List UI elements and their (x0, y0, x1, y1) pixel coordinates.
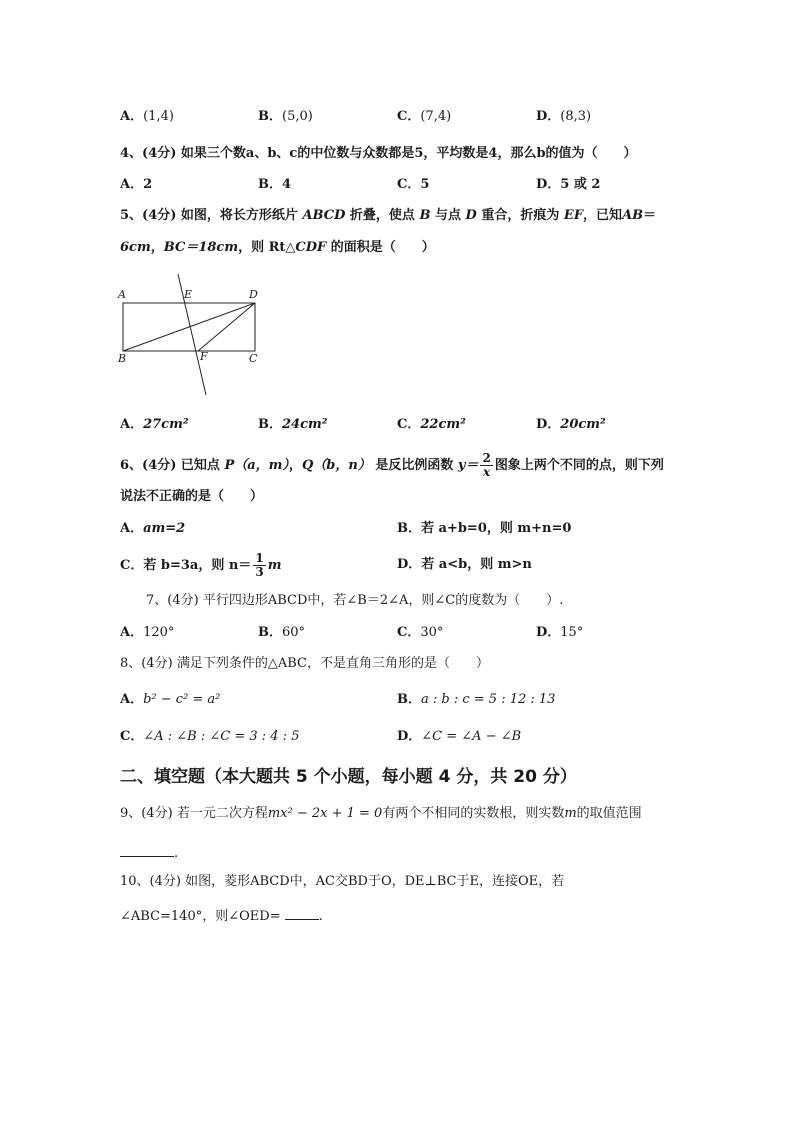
segment-df (198, 303, 255, 351)
option-label: C． (120, 558, 144, 573)
option-value: (7,4) (420, 109, 452, 124)
q4-stem: 4、(4分) 如果三个数a、b、c的中位数与众数都是5，平均数是4，那么b的值为（ ） (120, 146, 637, 161)
q10-stem-line2 (120, 905, 323, 926)
option-label: C． (397, 417, 421, 432)
q7-option-a (120, 624, 174, 642)
text: 重合，折痕为 (481, 208, 560, 223)
text: 的面积是（ ） (326, 240, 435, 255)
q8-option-d (397, 728, 521, 746)
option-value: 5 (420, 177, 430, 192)
option-label: D． (536, 109, 561, 124)
label-b: B (118, 352, 127, 365)
q7-stem: 7、(4分) 平行四边形ABCD中，若∠B＝2∠A，则∠C的度数为（ ）. (146, 593, 564, 608)
q3-option-b (258, 108, 313, 126)
text: 是反比例函数 (375, 458, 454, 473)
option-label: A． (120, 625, 144, 640)
option-value: a : b : c = 5 : 12 : 13 (421, 692, 556, 707)
option-label: D． (397, 729, 422, 744)
text: Q（b，n） (301, 458, 371, 473)
label-e: E (184, 288, 193, 301)
q8-option-a (120, 691, 220, 709)
q5-option-d (536, 416, 606, 434)
option-value: am=2 (143, 521, 186, 536)
q6-option-a (120, 520, 185, 538)
option-label: B． (258, 177, 282, 192)
fraction-1-over-3 (253, 552, 265, 579)
q4-option-d (536, 176, 600, 194)
option-label: D． (397, 557, 422, 572)
q5-option-a (120, 416, 189, 434)
text: ∠ABC=140°，则∠OED= (120, 909, 281, 924)
q4-option-c (397, 176, 429, 194)
q8-option-c (120, 728, 299, 746)
option-value: b² − c² = a² (143, 692, 221, 707)
denominator: 3 (255, 565, 264, 579)
option-value: 5 或 2 (560, 177, 601, 192)
text: 6cm (120, 240, 151, 255)
denominator: x (483, 465, 491, 479)
option-value: 2 (143, 177, 153, 192)
text: ，则 Rt△ (238, 240, 296, 255)
option-value: (5,0) (282, 109, 313, 124)
option-label: D． (536, 177, 561, 192)
option-label: C． (397, 625, 421, 640)
label-f: F (200, 350, 208, 363)
q3-option-d (536, 108, 591, 126)
text: 6、(4分) 已知点 (120, 458, 220, 473)
q7-option-d (536, 624, 583, 642)
q6-stem-line2: 说法不正确的是（ ） (120, 489, 264, 504)
q6-option-c (120, 552, 281, 579)
text: P（a，m） (224, 458, 289, 473)
text: 与点 (435, 208, 462, 223)
q9-answer-line (120, 842, 178, 863)
text: ，已知 (583, 208, 623, 223)
text: ＝ (643, 208, 657, 223)
option-label: A． (120, 177, 144, 192)
q4-option-b (258, 176, 291, 194)
text: 的取值范围 (576, 806, 642, 821)
text: B (419, 208, 431, 223)
option-value: 若 b=3a，则 n＝ (143, 558, 252, 573)
label-d: D (249, 288, 258, 301)
option-label: A． (120, 417, 144, 432)
section-2-title: 二、填空题（本大题共 5 个小题，每小题 4 分，共 20 分） (120, 767, 577, 787)
answer-blank[interactable] (120, 842, 174, 857)
q5-stem-line1 (120, 207, 656, 225)
text: D (465, 208, 477, 223)
q5-rectangle-figure (110, 268, 270, 400)
option-value: 24cm² (282, 417, 328, 432)
answer-blank[interactable] (285, 905, 319, 920)
option-label: A． (120, 109, 144, 124)
option-value: 若 a<b，则 m>n (421, 557, 532, 572)
text: . (318, 909, 323, 924)
option-value: 4 (282, 177, 292, 192)
text: . (174, 846, 179, 861)
option-label: C． (397, 177, 421, 192)
option-label: B． (258, 417, 282, 432)
text: 5、(4分) 如图，将长方形纸片 (120, 208, 298, 223)
numerator: 1 (255, 551, 264, 565)
option-label: B． (258, 625, 282, 640)
q7-option-c (397, 624, 443, 642)
option-value: (1,4) (143, 109, 174, 124)
option-label: B． (397, 521, 421, 536)
option-value: ∠C = ∠A − ∠B (421, 729, 522, 744)
q6-option-b (397, 520, 571, 538)
text: 有两个不相同的实数根，则实数 (382, 806, 565, 821)
option-value: 20cm² (560, 417, 606, 432)
option-value: 15° (560, 625, 584, 640)
q9-stem (120, 805, 642, 823)
q6-option-d (397, 556, 532, 574)
option-label: A． (120, 521, 144, 536)
text: y＝ (457, 458, 479, 473)
option-value: 27cm² (143, 417, 189, 432)
q8-stem: 8、(4分) 满足下列条件的△ABC，不是直角三角形的是（ ） (120, 656, 489, 671)
option-label: B． (397, 692, 421, 707)
text: ， (150, 240, 164, 255)
q5-option-c (397, 416, 466, 434)
text: 9、(4分) 若一元二次方程 (120, 806, 268, 821)
label-a: A (118, 288, 126, 301)
q6-stem-line1 (120, 452, 664, 479)
text: AB (622, 208, 644, 223)
option-value: 22cm² (420, 417, 466, 432)
text: m (564, 806, 577, 821)
option-value: 若 a+b=0，则 m+n=0 (421, 521, 572, 536)
option-label: A． (120, 692, 144, 707)
q5-option-b (258, 416, 327, 434)
option-label: D． (536, 625, 561, 640)
option-value: 30° (420, 625, 444, 640)
q8-option-b (397, 691, 555, 709)
text: ＝18cm (185, 240, 239, 255)
option-value: 60° (282, 625, 306, 640)
diagonal-bd (123, 303, 255, 351)
text: BC (163, 240, 186, 255)
q4-option-a (120, 176, 152, 194)
option-label: C． (397, 109, 421, 124)
label-c: C (249, 352, 258, 365)
text: EF (563, 208, 584, 223)
text: 折叠，使点 (349, 208, 415, 223)
fraction-2-over-x (480, 452, 492, 479)
option-value: (8,3) (560, 109, 592, 124)
text: ， (288, 458, 302, 473)
q3-option-c (397, 108, 451, 126)
numerator: 2 (482, 451, 491, 465)
option-label: D． (536, 417, 561, 432)
q5-stem-line2 (120, 239, 435, 257)
option-value: 120° (143, 625, 175, 640)
option-label: C． (120, 729, 144, 744)
option-value: m (267, 558, 282, 573)
equation: mx² − 2x + 1 = 0 (267, 806, 383, 821)
text: 图象上两个不同的点，则下列 (494, 458, 664, 473)
text: CDF (295, 240, 327, 255)
text: ABCD (302, 208, 346, 223)
q3-option-a (120, 108, 174, 126)
q7-option-b (258, 624, 305, 642)
option-value: ∠A : ∠B : ∠C = 3 : 4 : 5 (143, 729, 300, 744)
option-label: B． (258, 109, 282, 124)
q10-stem-line1: 10、(4分) 如图，菱形ABCD中，AC交BD于O，DE⊥BC于E，连接OE，若 (120, 874, 565, 889)
